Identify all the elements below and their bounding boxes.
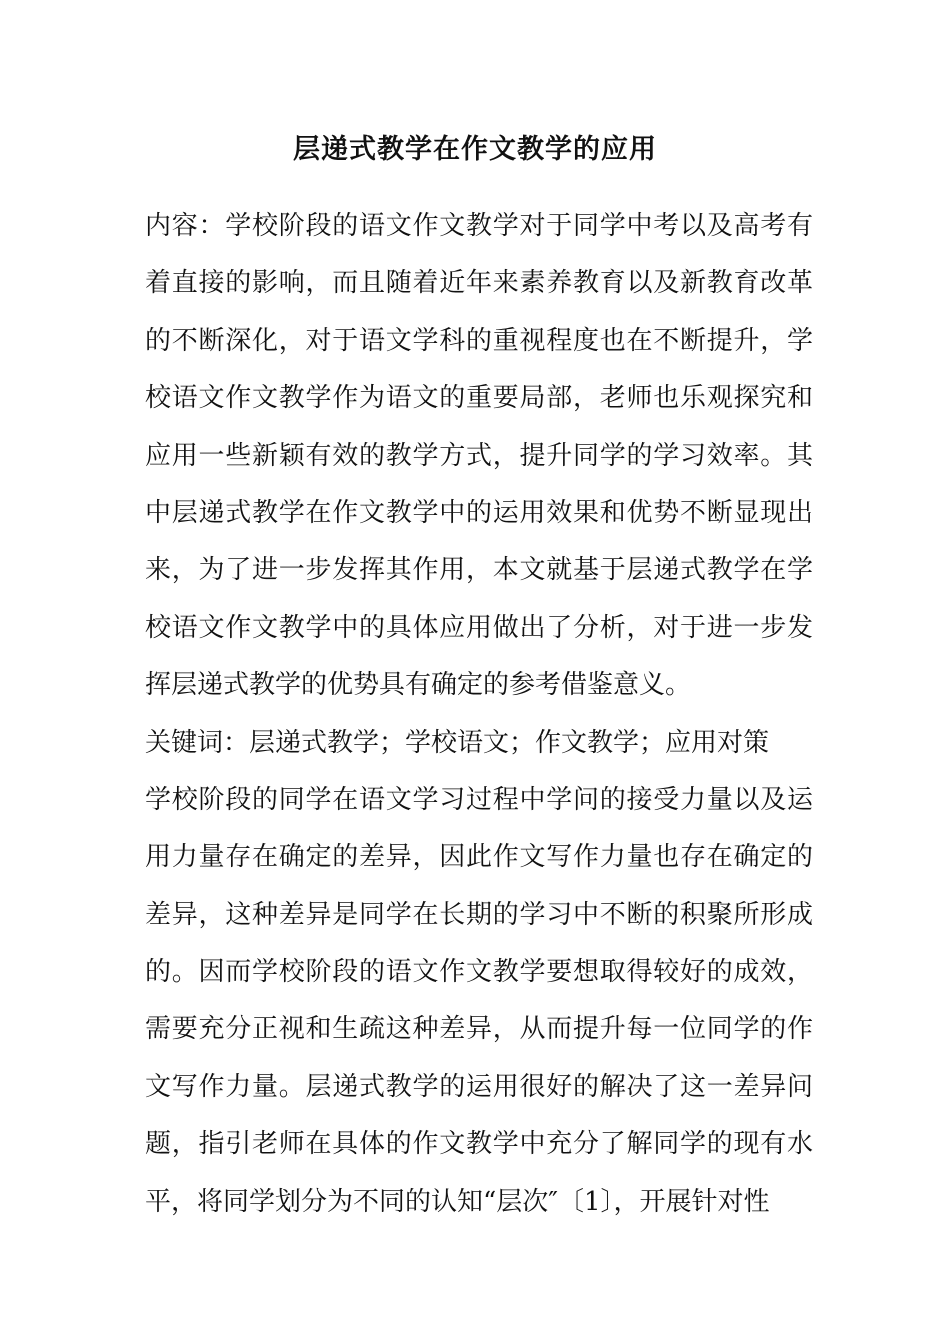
text-line: 应用一些新颖有效的教学方式，提升同学的学习效率。其 — [145, 440, 813, 471]
document-body — [145, 198, 813, 1231]
text-line: 用力量存在确定的差异，因此作文写作力量也存在确定的 — [145, 842, 813, 873]
text-line: 校语文作文教学中的具体应用做出了分析，对于进一步发 — [145, 612, 813, 643]
text-line: 的。因而学校阶段的语文作文教学要想取得较好的成效， — [145, 957, 813, 988]
text-line: 挥层递式教学的优势具有确定的参考借鉴意义。 — [145, 670, 692, 701]
text-line: 平，将同学划分为不同的认知“层次″〔1〕，开展针对性 — [145, 1186, 770, 1217]
text-line: 中层递式教学在作文教学中的运用效果和优势不断显现出 — [145, 497, 813, 528]
abstract-paragraph — [145, 198, 813, 715]
text-line: 关键词：层递式教学；学校语文；作文教学；应用对策 — [145, 727, 770, 758]
text-line: 需要充分正视和生疏这种差异，从而提升每一位同学的作 — [145, 1014, 813, 1045]
text-line: 着直接的影响，而且随着近年来素养教育以及新教育改革 — [145, 268, 813, 299]
text-line: 校语文作文教学作为语文的重要局部，老师也乐观探究和 — [145, 383, 813, 414]
text-line: 内容：学校阶段的语文作文教学对于同学中考以及高考有 — [145, 211, 813, 241]
keywords-paragraph — [145, 715, 813, 772]
text-line: 题，指引老师在具体的作文教学中充分了解同学的现有水 — [145, 1129, 813, 1160]
text-line: 差异，这种差异是同学在长期的学习中不断的积聚所形成 — [145, 899, 813, 930]
document-title: 层递式教学在作文教学的应用 — [293, 134, 657, 165]
text-line: 来，为了进一步发挥其作用，本文就基于层递式教学在学 — [145, 555, 813, 586]
text-line: 的不断深化，对于语文学科的重视程度也在不断提升，学 — [145, 325, 813, 356]
text-line: 文写作力量。层递式教学的运用很好的解决了这一差异问 — [145, 1071, 813, 1102]
body-paragraph-paragraph — [145, 772, 813, 1231]
text-line: 学校阶段的同学在语文学习过程中学问的接受力量以及运 — [145, 784, 813, 815]
